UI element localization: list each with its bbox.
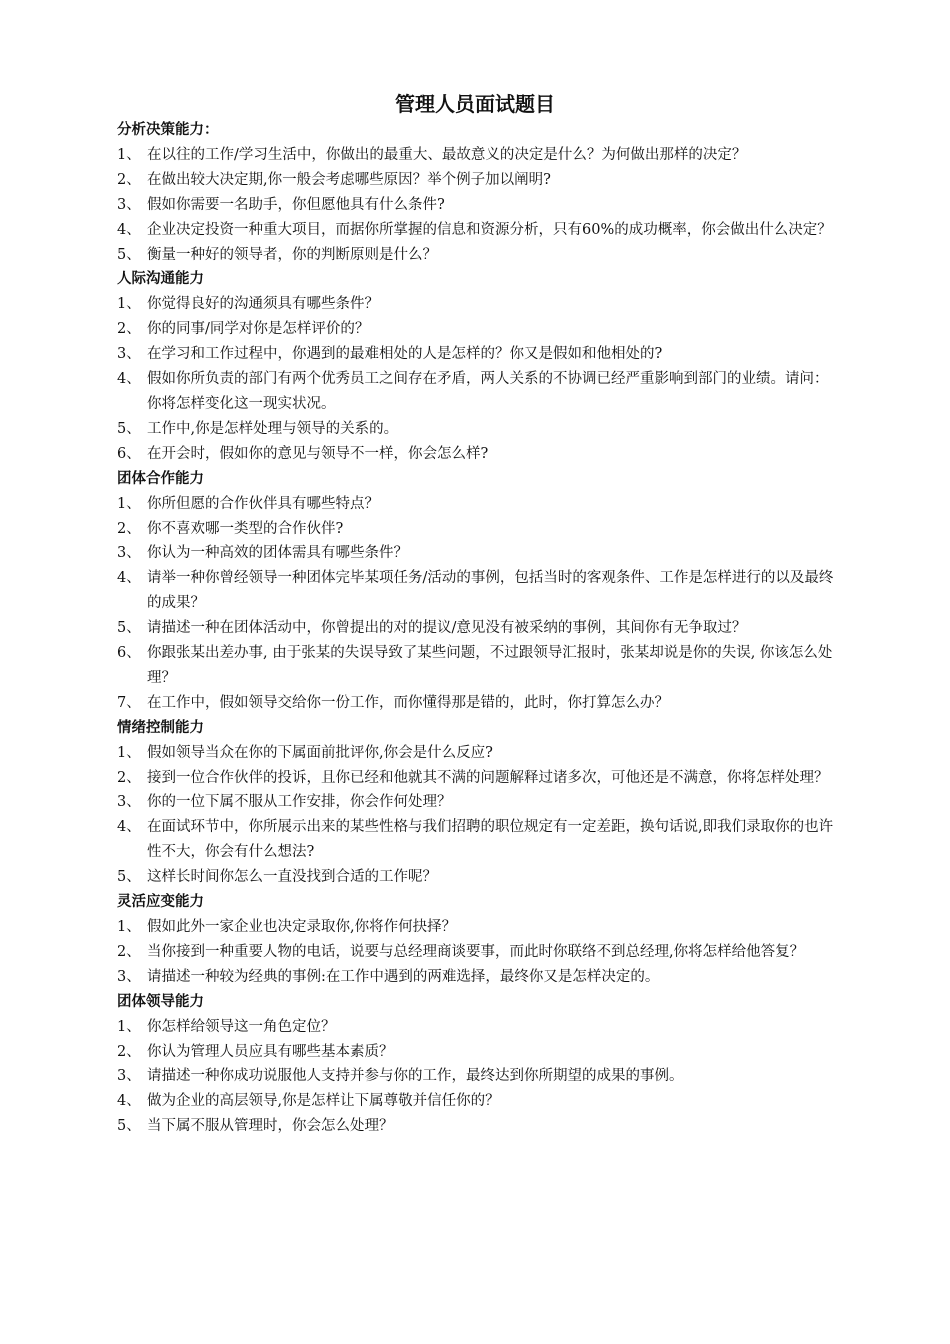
question-item: [117, 342, 839, 367]
question-item: [117, 815, 839, 865]
question-item: [117, 1089, 839, 1114]
question-number: 5、: [117, 246, 141, 263]
question-text: 在面试环节中，你所展示出来的某些性格与我们招聘的职位规定有一定差距，换句话说,即我们录取你的也许性不大，你会有什么想法?: [147, 819, 834, 861]
question-number: 3、: [117, 545, 141, 562]
section-heading: 团体合作能力: [117, 470, 204, 487]
question-section: [117, 890, 839, 990]
question-text: 假如此外一家企业也决定录取你,你将作何抉择？: [147, 919, 457, 935]
question-text: 企业决定投资一种重大项目，而据你所掌握的信息和资源分析，只有60%的成功概率，你会做出什么决定？: [147, 221, 832, 238]
question-text: 衡量一种好的领导者，你的判断原则是什么？: [147, 246, 437, 263]
question-number: 3、: [117, 346, 141, 363]
question-item: [117, 317, 839, 342]
question-section: [117, 267, 839, 466]
question-number: 3、: [117, 196, 141, 213]
question-item: [117, 616, 839, 641]
question-item: [117, 1040, 839, 1065]
question-number: 5、: [117, 620, 141, 637]
question-number: 4、: [117, 1093, 141, 1110]
question-text: 请描述一种你成功说服他人支持并参与你的工作，最终达到你所期望的成果的事例。: [147, 1068, 684, 1085]
question-number: 7、: [117, 694, 141, 711]
question-number: 4、: [117, 371, 141, 388]
question-item: [117, 566, 839, 616]
question-number: 3、: [117, 968, 141, 985]
question-section: [117, 467, 839, 716]
question-item: [117, 168, 839, 193]
question-text: 在学习和工作过程中，你遇到的最难相处的人是怎样的？你又是假如和他相处的?: [147, 346, 663, 363]
question-number: 2、: [117, 171, 141, 188]
question-text: 假如你需要一名助手，你但愿他具有什么条件?: [147, 196, 445, 213]
section-heading: 分析决策能力：: [117, 122, 219, 138]
question-item: [117, 143, 839, 168]
question-number: 4、: [117, 819, 141, 836]
question-item: [117, 1064, 839, 1089]
question-number: 5、: [117, 1118, 141, 1135]
question-item: [117, 915, 839, 940]
question-text: 在开会时，假如你的意见与领导不一样，你会怎么样?: [147, 445, 489, 462]
question-text: 工作中,你是怎样处理与领导的关系的。: [147, 420, 399, 437]
question-text: 你觉得良好的沟通须具有哪些条件？: [147, 296, 379, 313]
question-item: [117, 865, 839, 890]
question-item: [117, 292, 839, 317]
question-number: 2、: [117, 321, 141, 338]
question-item: [117, 790, 839, 815]
question-text: 你的一位下属不服从工作安排，你会作何处理？: [147, 794, 452, 811]
question-number: 2、: [117, 520, 141, 537]
question-number: 5、: [117, 869, 141, 886]
section-heading: 人际沟通能力: [117, 271, 204, 288]
question-number: 3、: [117, 1068, 141, 1085]
question-item: [117, 517, 839, 542]
question-number: 4、: [117, 570, 141, 587]
section-heading: 团体领导能力: [117, 993, 204, 1010]
question-number: 2、: [117, 769, 141, 786]
question-item: [117, 417, 839, 442]
question-number: 1、: [117, 919, 141, 935]
question-text: 假如你所负责的部门有两个优秀员工之间存在矛盾，两人关系的不协调已经严重影响到部门的业绩。请问：你将怎样变化这一现实状况。: [147, 371, 829, 412]
question-text: 在做出较大决定期,你一般会考虑哪些原因？举个例子加以阐明?: [147, 171, 551, 188]
question-item: [117, 691, 839, 716]
question-text: 你跟张某出差办事, 由于张某的失误导致了某些问题，不过跟领导汇报时，张某却说是你的失误, 你该怎么处理？: [147, 645, 833, 686]
question-item: [117, 940, 839, 965]
question-text: 你怎样给领导这一角色定位？: [147, 1018, 336, 1035]
question-text: 当下属不服从管理时，你会怎么处理？: [147, 1118, 394, 1135]
question-item: [117, 641, 839, 691]
question-item: [117, 766, 839, 791]
question-text: 在工作中，假如领导交给你一份工作，而你懂得那是错的，此时，你打算怎么办？: [147, 694, 669, 711]
question-number: 6、: [117, 645, 141, 662]
question-number: 3、: [117, 794, 141, 811]
question-item: [117, 541, 839, 566]
question-number: 1、: [117, 495, 141, 512]
question-item: [117, 442, 839, 467]
question-number: 6、: [117, 445, 141, 462]
question-section: [117, 118, 839, 267]
question-text: 当你接到一种重要人物的电话，说要与总经理商谈要事，而此时你联络不到总经理,你将怎样给他答复？: [147, 943, 805, 960]
page-title: 管理人员面试题目: [395, 92, 555, 116]
question-item: [117, 741, 839, 766]
question-number: 1、: [117, 744, 141, 761]
question-text: 你认为管理人员应具有哪些基本素质？: [147, 1043, 394, 1060]
question-section: [117, 990, 839, 1139]
section-heading: 灵活应变能力: [117, 894, 204, 911]
question-number: 2、: [117, 943, 141, 960]
question-text: 你认为一种高效的团体需具有哪些条件？: [147, 545, 408, 562]
question-number: 1、: [117, 146, 141, 163]
question-item: [117, 1015, 839, 1040]
question-text: 你所但愿的合作伙伴具有哪些特点？: [147, 495, 379, 512]
question-text: 你的同事/同学对你是怎样评价的？: [147, 321, 370, 338]
question-number: 1、: [117, 1018, 141, 1035]
question-item: [117, 193, 839, 218]
question-text: 在以往的工作/学习生活中，你做出的最重大、最故意义的决定是什么？为何做出那样的决定？: [147, 146, 747, 163]
question-number: 2、: [117, 1043, 141, 1060]
question-text: 这样长时间你怎么一直没找到合适的工作呢？: [147, 869, 437, 886]
question-text: 做为企业的高层领导,你是怎样让下属尊敬并信任你的？: [147, 1093, 500, 1110]
question-number: 4、: [117, 221, 141, 238]
question-text: 接到一位合作伙伴的投诉，且你已经和他就其不满的问题解释过诸多次，可他还是不满意，你将怎样处理？: [147, 769, 829, 786]
section-heading: 情绪控制能力: [117, 719, 204, 736]
question-text: 你不喜欢哪一类型的合作伙伴?: [147, 520, 344, 537]
question-item: [117, 243, 839, 268]
question-item: [117, 492, 839, 517]
question-text: 请举一种你曾经领导一种团体完毕某项任务/活动的事例，包括当时的客观条件、工作是怎样进行的以及最终的成果？: [147, 570, 834, 612]
question-list: [117, 118, 839, 1139]
question-section: [117, 716, 839, 890]
question-item: [117, 1114, 839, 1139]
question-text: 请描述一种在团体活动中，你曾提出的对的提议/意见没有被采纳的事例，其间你有无争取过？: [147, 620, 747, 637]
question-text: 假如领导当众在你的下属面前批评你,你会是什么反应?: [147, 744, 493, 761]
question-item: [117, 965, 839, 990]
question-number: 5、: [117, 420, 141, 437]
question-item: [117, 218, 839, 243]
question-number: 1、: [117, 296, 141, 313]
question-item: [117, 367, 839, 417]
question-text: 请描述一种较为经典的事例:在工作中遇到的两难选择，最终你又是怎样决定的。: [147, 968, 660, 985]
